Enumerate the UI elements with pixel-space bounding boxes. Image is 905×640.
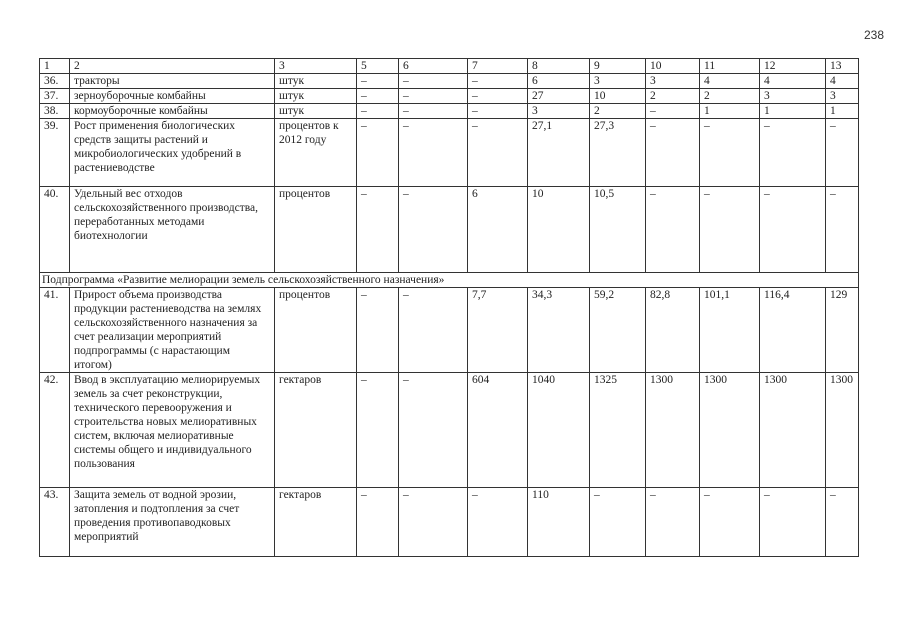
value-cell: 2 bbox=[590, 104, 646, 119]
indicator-name-cell: Удельный вес отходов сельскохозяйственного производства, переработанных методами биотехнологии bbox=[70, 187, 275, 273]
value-cell: – bbox=[468, 104, 528, 119]
value-cell: – bbox=[826, 488, 859, 557]
unit-cell: штук bbox=[275, 74, 357, 89]
header-cell: 13 bbox=[826, 59, 859, 74]
subprogram-title: Подпрограмма «Развитие мелиорации земель сельскохозяйственного назначения» bbox=[40, 273, 859, 288]
table-body bbox=[40, 59, 859, 557]
value-cell: – bbox=[646, 187, 700, 273]
value-cell: 1325 bbox=[590, 373, 646, 488]
value-cell: 1300 bbox=[760, 373, 826, 488]
value-cell: 6 bbox=[468, 187, 528, 273]
indicator-name-cell: Защита земель от водной эрозии, затопления и подтопления за счет проведения противопаводковых мероприятий bbox=[70, 488, 275, 557]
value-cell: – bbox=[760, 119, 826, 187]
value-cell: – bbox=[357, 74, 399, 89]
value-cell: 34,3 bbox=[528, 288, 590, 373]
value-cell: – bbox=[700, 119, 760, 187]
value-cell: – bbox=[357, 187, 399, 273]
unit-cell: процентов bbox=[275, 187, 357, 273]
value-cell: 3 bbox=[760, 89, 826, 104]
value-cell: 4 bbox=[700, 74, 760, 89]
value-cell: – bbox=[399, 373, 468, 488]
value-cell: – bbox=[646, 119, 700, 187]
table-row bbox=[40, 89, 859, 104]
page-number: 238 bbox=[864, 28, 885, 42]
header-cell: 9 bbox=[590, 59, 646, 74]
value-cell: 129 bbox=[826, 288, 859, 373]
value-cell: 1040 bbox=[528, 373, 590, 488]
indicator-name-cell: тракторы bbox=[70, 74, 275, 89]
unit-cell: процентов к 2012 году bbox=[275, 119, 357, 187]
header-cell: 6 bbox=[399, 59, 468, 74]
value-cell: 10,5 bbox=[590, 187, 646, 273]
indicator-name-cell: Ввод в эксплуатацию мелиорируемых земель за счет реконструкции, технического перевооружения и строительства новых мелиоративных систем, включая мелиоративные системы общего и индивидуального пользования bbox=[70, 373, 275, 488]
value-cell: – bbox=[399, 119, 468, 187]
value-cell: – bbox=[399, 488, 468, 557]
value-cell: 7,7 bbox=[468, 288, 528, 373]
value-cell: 6 bbox=[528, 74, 590, 89]
unit-cell: гектаров bbox=[275, 373, 357, 488]
value-cell: – bbox=[468, 488, 528, 557]
value-cell: 82,8 bbox=[646, 288, 700, 373]
subprogram-row bbox=[40, 273, 859, 288]
value-cell: 110 bbox=[528, 488, 590, 557]
value-cell: – bbox=[357, 488, 399, 557]
value-cell: 1300 bbox=[646, 373, 700, 488]
value-cell: – bbox=[399, 104, 468, 119]
row-number-cell: 36. bbox=[40, 74, 70, 89]
unit-cell: штук bbox=[275, 89, 357, 104]
value-cell: 4 bbox=[760, 74, 826, 89]
value-cell: – bbox=[399, 288, 468, 373]
unit-cell: процентов bbox=[275, 288, 357, 373]
value-cell: – bbox=[399, 74, 468, 89]
value-cell: 59,2 bbox=[590, 288, 646, 373]
value-cell: – bbox=[468, 89, 528, 104]
value-cell: 1 bbox=[700, 104, 760, 119]
indicator-name-cell: зерноуборочные комбайны bbox=[70, 89, 275, 104]
indicator-name-cell: кормоуборочные комбайны bbox=[70, 104, 275, 119]
header-cell: 7 bbox=[468, 59, 528, 74]
value-cell: – bbox=[760, 187, 826, 273]
row-number-cell: 42. bbox=[40, 373, 70, 488]
value-cell: 1300 bbox=[700, 373, 760, 488]
unit-cell: гектаров bbox=[275, 488, 357, 557]
value-cell: – bbox=[646, 104, 700, 119]
row-number-cell: 40. bbox=[40, 187, 70, 273]
value-cell: – bbox=[700, 488, 760, 557]
header-cell: 8 bbox=[528, 59, 590, 74]
value-cell: – bbox=[646, 488, 700, 557]
header-cell: 1 bbox=[40, 59, 70, 74]
table-row bbox=[40, 488, 859, 557]
value-cell: – bbox=[468, 74, 528, 89]
unit-cell: штук bbox=[275, 104, 357, 119]
value-cell: 1 bbox=[826, 104, 859, 119]
value-cell: 10 bbox=[590, 89, 646, 104]
header-cell: 3 bbox=[275, 59, 357, 74]
indicator-name-cell: Рост применения биологических средств защиты растений и микробиологических удобрений в растениеводстве bbox=[70, 119, 275, 187]
value-cell: 10 bbox=[528, 187, 590, 273]
header-cell: 2 bbox=[70, 59, 275, 74]
value-cell: – bbox=[760, 488, 826, 557]
value-cell: 101,1 bbox=[700, 288, 760, 373]
table-row bbox=[40, 119, 859, 187]
value-cell: 1 bbox=[760, 104, 826, 119]
header-row bbox=[40, 59, 859, 74]
table-row bbox=[40, 74, 859, 89]
value-cell: 2 bbox=[700, 89, 760, 104]
header-cell: 12 bbox=[760, 59, 826, 74]
value-cell: 116,4 bbox=[760, 288, 826, 373]
table-row bbox=[40, 288, 859, 373]
indicators-table bbox=[39, 58, 859, 557]
value-cell: 3 bbox=[646, 74, 700, 89]
row-number-cell: 43. bbox=[40, 488, 70, 557]
value-cell: 604 bbox=[468, 373, 528, 488]
value-cell: – bbox=[357, 89, 399, 104]
value-cell: 3 bbox=[826, 89, 859, 104]
value-cell: – bbox=[826, 119, 859, 187]
value-cell: 27,1 bbox=[528, 119, 590, 187]
value-cell: – bbox=[399, 89, 468, 104]
indicator-name-cell: Прирост объема производства продукции растениеводства на землях сельскохозяйственного назначения за счет реализации мероприятий подпрограммы (с нарастающим итогом) bbox=[70, 288, 275, 373]
value-cell: 27 bbox=[528, 89, 590, 104]
value-cell: 2 bbox=[646, 89, 700, 104]
table-row bbox=[40, 104, 859, 119]
value-cell: – bbox=[700, 187, 760, 273]
value-cell: – bbox=[826, 187, 859, 273]
value-cell: – bbox=[590, 488, 646, 557]
value-cell: 1300 bbox=[826, 373, 859, 488]
value-cell: 3 bbox=[528, 104, 590, 119]
header-cell: 11 bbox=[700, 59, 760, 74]
row-number-cell: 37. bbox=[40, 89, 70, 104]
value-cell: – bbox=[399, 187, 468, 273]
row-number-cell: 41. bbox=[40, 288, 70, 373]
row-number-cell: 38. bbox=[40, 104, 70, 119]
value-cell: – bbox=[357, 288, 399, 373]
table-row bbox=[40, 187, 859, 273]
value-cell: – bbox=[357, 104, 399, 119]
value-cell: 27,3 bbox=[590, 119, 646, 187]
table-row bbox=[40, 373, 859, 488]
value-cell: 3 bbox=[590, 74, 646, 89]
row-number-cell: 39. bbox=[40, 119, 70, 187]
header-cell: 5 bbox=[357, 59, 399, 74]
value-cell: 4 bbox=[826, 74, 859, 89]
value-cell: – bbox=[468, 119, 528, 187]
value-cell: – bbox=[357, 119, 399, 187]
value-cell: – bbox=[357, 373, 399, 488]
header-cell: 10 bbox=[646, 59, 700, 74]
